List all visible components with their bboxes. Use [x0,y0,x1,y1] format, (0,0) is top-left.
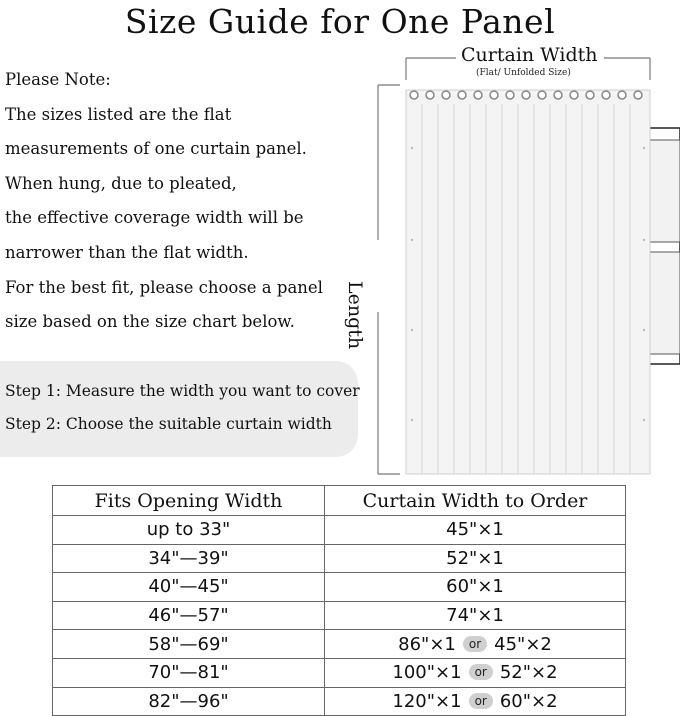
curtain-width-cell [325,573,626,602]
size-chart-table [52,485,626,716]
opening-width-cell: 40"—45" [53,573,325,602]
alt-order-size: 60"×2 [499,690,558,712]
order-size: 120"×1 [392,690,462,712]
order-size: 60"×1 [446,576,504,598]
note-line: measurements of one curtain panel. [5,139,307,159]
table-row [53,544,626,573]
steps-box [0,361,358,457]
alt-order-size: 52"×2 [499,662,558,684]
note-line: When hung, due to pleated, [5,173,237,193]
or-badge: or [469,664,493,680]
curtain-illustration [360,40,680,485]
curtain-width-label: Curtain Width [458,44,600,66]
table-row [53,601,626,630]
note-line: For the best fit, please choose a panel [5,277,323,297]
page-title: Size Guide for One Panel [124,2,556,41]
curtain-width-cell [325,687,626,716]
order-size: 74"×1 [446,605,504,627]
curtain-diagram [344,40,680,485]
note-block [5,66,365,343]
alt-order-size: 45"×2 [494,633,552,655]
opening-width-cell: up to 33" [53,516,325,545]
header-opening-width: Fits Opening Width [53,486,325,516]
opening-width-cell: 58"—69" [53,630,325,659]
opening-width-cell: 82"—96" [53,687,325,716]
opening-width-cell: 70"—81" [53,658,325,687]
table-header-row [53,486,626,516]
note-line: size based on the size chart below. [5,312,295,332]
header-curtain-width: Curtain Width to Order [325,486,626,516]
curtain-width-cell [325,658,626,687]
table-row [53,687,626,716]
curtain-width-cell [325,601,626,630]
table-row [53,658,626,687]
table-row [53,516,626,545]
opening-width-cell: 34"—39" [53,544,325,573]
or-badge: or [469,693,493,709]
table-row [53,630,626,659]
opening-width-cell: 46"—57" [53,601,325,630]
curtain-width-sublabel: (Flat/ Unfolded Size) [476,68,571,78]
or-badge: or [463,636,487,652]
order-size: 86"×1 [398,633,456,655]
order-size: 45"×1 [446,519,504,541]
note-line: Please Note: [5,70,111,89]
note-line: the effective coverage width will be [5,208,304,228]
length-label: Length [344,278,366,352]
order-size: 52"×1 [446,547,504,569]
step-1: Step 1: Measure the width you want to cover [5,382,360,400]
note-line: The sizes listed are the flat [5,104,232,124]
step-2: Step 2: Choose the suitable curtain width [5,415,332,433]
table-row [53,573,626,602]
order-size: 100"×1 [392,662,462,684]
curtain-panel [406,90,650,474]
note-line: narrower than the flat width. [5,242,249,262]
curtain-width-cell [325,516,626,545]
curtain-width-cell [325,544,626,573]
grommet-row [410,91,642,99]
length-dimension-line [378,85,400,474]
curtain-width-cell [325,630,626,659]
